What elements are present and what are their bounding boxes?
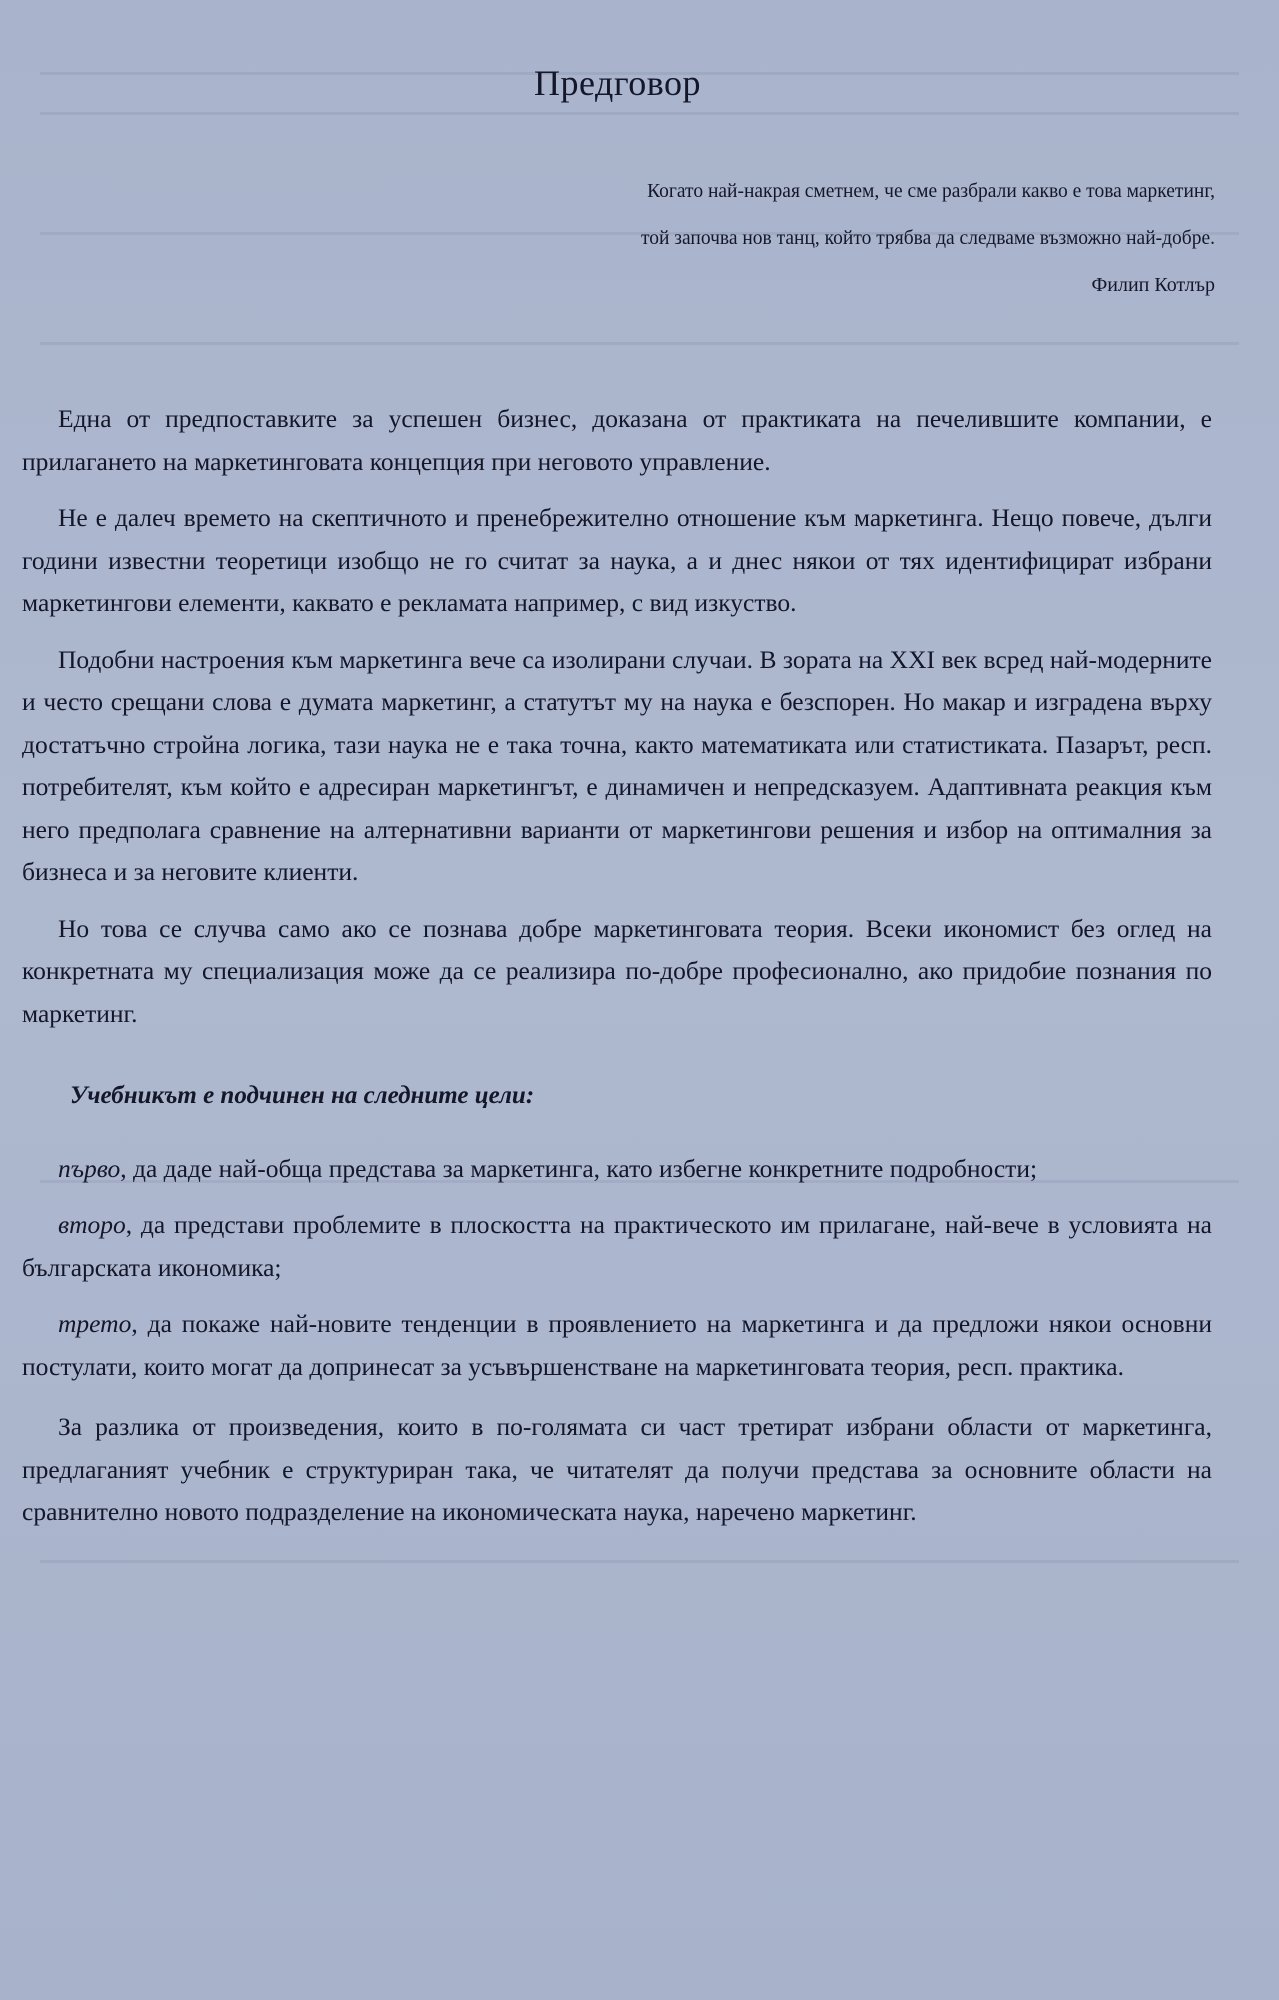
- page-title: Предговор: [534, 63, 701, 103]
- show-through-line: [40, 342, 1239, 345]
- paragraph-2: Не е далеч времето на скептичното и пренебрежително отношение към маркетинга. Нещо повече, дълги години известни теоретици изобщо не го считат за наука, а и днес някои от тях идентифицират избрани маркетингови елементи, каквато е рекламата например, с вид изкуство.: [22, 503, 1212, 617]
- epigraph-line-1: Когато най-накрая сметнем, че сме разбрали какво е това маркетинг,: [647, 181, 1215, 202]
- goals-heading: Учебникът е подчинен на следните цели:: [70, 1082, 535, 1109]
- goal-ordinal: първо: [58, 1153, 121, 1183]
- show-through-line: [40, 1560, 1239, 1563]
- closing-paragraph: За разлика от произведения, които в по-голямата си част третират избрани области от маркетинга, предлаганият учебник е структуриран така, че читателят да получи представа за основните области на сравнително новото подразделение на икономическата наука, наречено маркетинг.: [22, 1412, 1212, 1526]
- goal-item-1: [22, 1148, 1212, 1191]
- goal-text: , да представи проблемите в плоскостта на практическото им прилагане, най-вече в условията на българската икономика;: [22, 1210, 1212, 1282]
- goal-ordinal: трето: [58, 1309, 132, 1338]
- goal-text: , да покаже най-новите тенденции в проявлението на маркетинга и да предложи някои основни постулати, които могат да допринесат за усъвършенстване на маркетинговата теория, респ. практика.: [22, 1309, 1212, 1381]
- show-through-line: [40, 112, 1239, 115]
- goal-ordinal: второ: [58, 1210, 126, 1239]
- paragraph-4: Но това се случва само ако се познава добре маркетинговата теория. Всеки икономист без оглед на конкретната му специализация може да се реализира по-добре професионално, ако придобие познания по маркетинг.: [22, 913, 1212, 1028]
- goal-text: , да даде най-обща представа за маркетинга, като избегне конкретните подробности;: [120, 1153, 1038, 1183]
- epigraph-author: Филип Котлър: [1091, 274, 1215, 296]
- paragraph-1: Една от предпоставките за успешен бизнес, доказана от практиката на печелившите компании, е прилагането на маркетинговата концепция при неговото управление.: [22, 404, 1212, 476]
- epigraph: [315, 168, 1215, 309]
- goal-item-2: [22, 1204, 1212, 1289]
- goal-item-3: [22, 1303, 1212, 1388]
- epigraph-line-2: той започва нов танц, който трябва да следваме възможно най-добре.: [640, 228, 1215, 249]
- body-text: [22, 398, 1212, 1548]
- paragraph-3: Подобни настроения към маркетинга вече са изолирани случаи. В зората на XXI век всред най-модерните и често срещани слова е думата маркетинг, а статутът му на наука е безспорен. Но макар и изградена върху достатъчно стройна логика, тази наука не е така точна, както математиката или статистиката. Пазарът, респ. потребителят, към който е адресиран маркетингът, е динамичен и непредсказуем. Адаптивната реакция към него предполага сравнение на алтернативни варианти от маркетингови решения и избор на оптималния за бизнеса и за неговите клиенти.: [22, 644, 1212, 886]
